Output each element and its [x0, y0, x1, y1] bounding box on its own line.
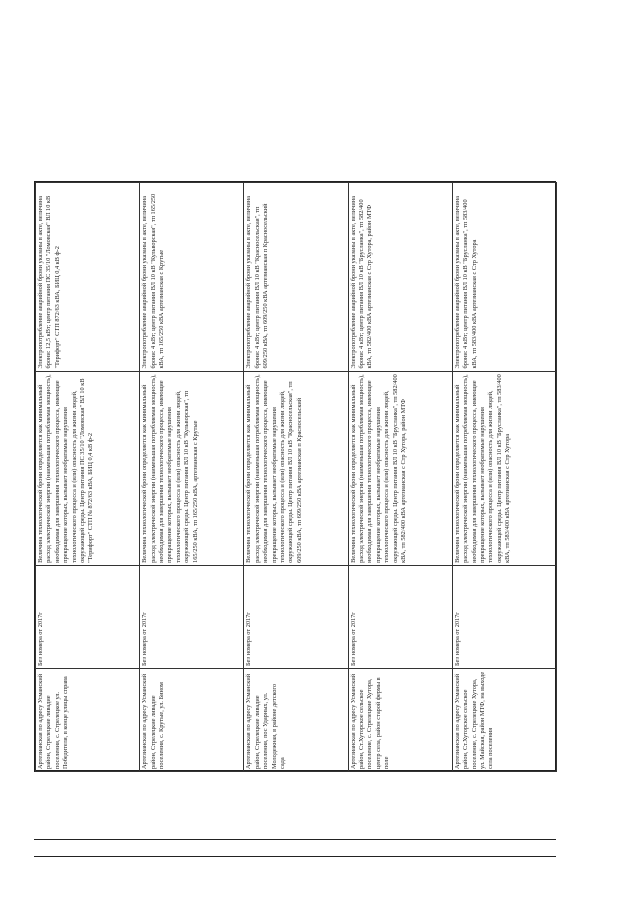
consumption-cell: Величина технологической брони определяется как минимальный расход электрической энергии (наименьшая потребляемая мощность), необходимая для завершения технологического процесса, имеющие прекращение которых, вызывает необратимые нарушения технологического процесса и (или) опасность для жизни людей, окружающей среды. Центр питания ПС 35/10 "Ломовская" ВЛ 10 кВ "Терифорт" СТП № 872/63 кВА, БИЦ 0,4 кВ ф-2 — [36, 371, 140, 565]
rotated-table-container — [35, 182, 557, 772]
consumption-cell: Величина технологической брони определяется как минимальный расход электрической энергии (наименьшая потребляемая мощность), необходимая для завершения технологического процесса, имеющие прекращение которых, вызывает необратимые нарушения технологического процесса и (или) опасность для жизни людей, окружающей среды. Центр питания ВЛ 10 кВ "Кульворская", тп 165/250 кВА, тп 165/250 кВА, артезианская с Крутые — [140, 371, 244, 565]
table-row — [244, 183, 348, 772]
reserve-cell: Электропотребление аварийной брони указаны в акте, величина брони: 4 кВт; центр питания ВЛ 10 кВ "Красносельская", тп 609/250 кВА, тп 609/250 кВА артезианская п Красносельский — [244, 183, 348, 372]
location-cell: Артезианская по адресу Усманский район, Ст.Хуторское сельское поселение, с. Стрелецкие Хутора, ул. Майская, район МТФ, на выходе села поселения — [452, 668, 556, 771]
location-cell: Артезианская по адресу Усманский район, Стрелецкие ливадие поселения, с. Стрелецкое ул. Победителя, в конце улицы справа — [36, 668, 140, 771]
lower-rule-2 — [34, 839, 556, 840]
consumption-cell: Величина технологической брони определяется как минимальный расход электрической энергии (наименьшая потребляемая мощность), необходимая для завершения технологического процесса, имеющие прекращение которых, вызывает необратимые нарушения технологического процесса и (или) опасность для жизни людей, окружающей среды. Центр питания ВЛ 10 кВ "Красносельская", тп 609/250 кВА, тп 609/250 кВА артезианская п Красносельский — [244, 371, 348, 565]
table-row — [140, 183, 244, 772]
table-row — [452, 183, 556, 772]
table-row — [36, 183, 140, 772]
reserve-table — [35, 182, 557, 772]
reserve-cell: Электропотребление аварийной брони указаны в акте, величина брони: 12,5 кВт; центр питания ПС 35/10 "Ломовская" ВЛ 10 кВ "Терифорт" СТП 872/63 кВА, БИЦ 0,4 кВ ф-2 — [36, 183, 140, 372]
location-cell: Артезианская по адресу Усманский район, Стрелецкие ливадие поселения, с. Крутые, ул. Бином — [140, 668, 244, 771]
location-cell: Артезианская по адресу Усманский район, Стрелецкие ливадие поселения, пос Ударных, ул. Молодежная, в районе детского сада — [244, 668, 348, 771]
date-cell: Без номера от 2017г — [36, 565, 140, 668]
consumption-cell: Величина технологической брони определяется как минимальный расход электрической энергии (наименьшая потребляемая мощность), необходимая для завершения технологического процесса, имеющие прекращение которых, вызывает необратимые нарушения технологического процесса и (или) опасность для жизни людей, окружающей среды. Центр питания ВЛ 10 кВ "Брусланка", тп 582/400 кВА, тп 582/400 кВА артезианская с Стр Хутора, район МТФ — [348, 371, 452, 565]
reserve-cell: Электропотребление аварийной брони указаны в акте, величина брони: 4 кВт; центр питания ВЛ 10 кВ "Кульворская", тп 165/250 кВА, тп 165/250 кВА артезианская с Крутые — [140, 183, 244, 372]
lower-rule-3 — [34, 856, 556, 857]
date-cell: Без номера от 2017г — [452, 565, 556, 668]
consumption-cell: Величина технологической брони определяется как минимальный расход электрической энергии (наименьшая потребляемая мощность), необходимая для завершения технологического процесса, имеющие прекращение которых, вызывает необратимые нарушения технологического процесса и (или) опасность для жизни людей, окружающей среды. Центр питания ВЛ 10 кВ "Брусланка", тп 583/400 кВА, тп 583/400 кВА артезианская с Стр Хутора — [452, 371, 556, 565]
location-cell: Артезианская по адресу Усманский район, Ст.Хуторское сельское поселение, с. Стрелецкие Хутора, центр села, район старой фермы в поле — [348, 668, 452, 771]
date-cell: Без номера от 2017г — [348, 565, 452, 668]
reserve-cell: Электропотребление аварийной брони указаны в акте, величина брони: 4 кВт; центр питания ВЛ 10 кВ "Брусланка", тп 582/400 кВА, тп 582/400 кВА артезианская с Стр Хутора, район МТФ — [348, 183, 452, 372]
date-cell: Без номера от 2017г — [140, 565, 244, 668]
reserve-cell: Электропотребление аварийной брони указаны в акте, величина брони: 4 кВт; центр питания ВЛ 10 кВ "Брусланка", тп 583/400 кВА, тп 583/400 кВА артезианская с Стр Хутора — [452, 183, 556, 372]
table-row — [348, 183, 452, 772]
document-table-frame — [34, 181, 556, 771]
date-cell: Без номера от 2017г — [244, 565, 348, 668]
